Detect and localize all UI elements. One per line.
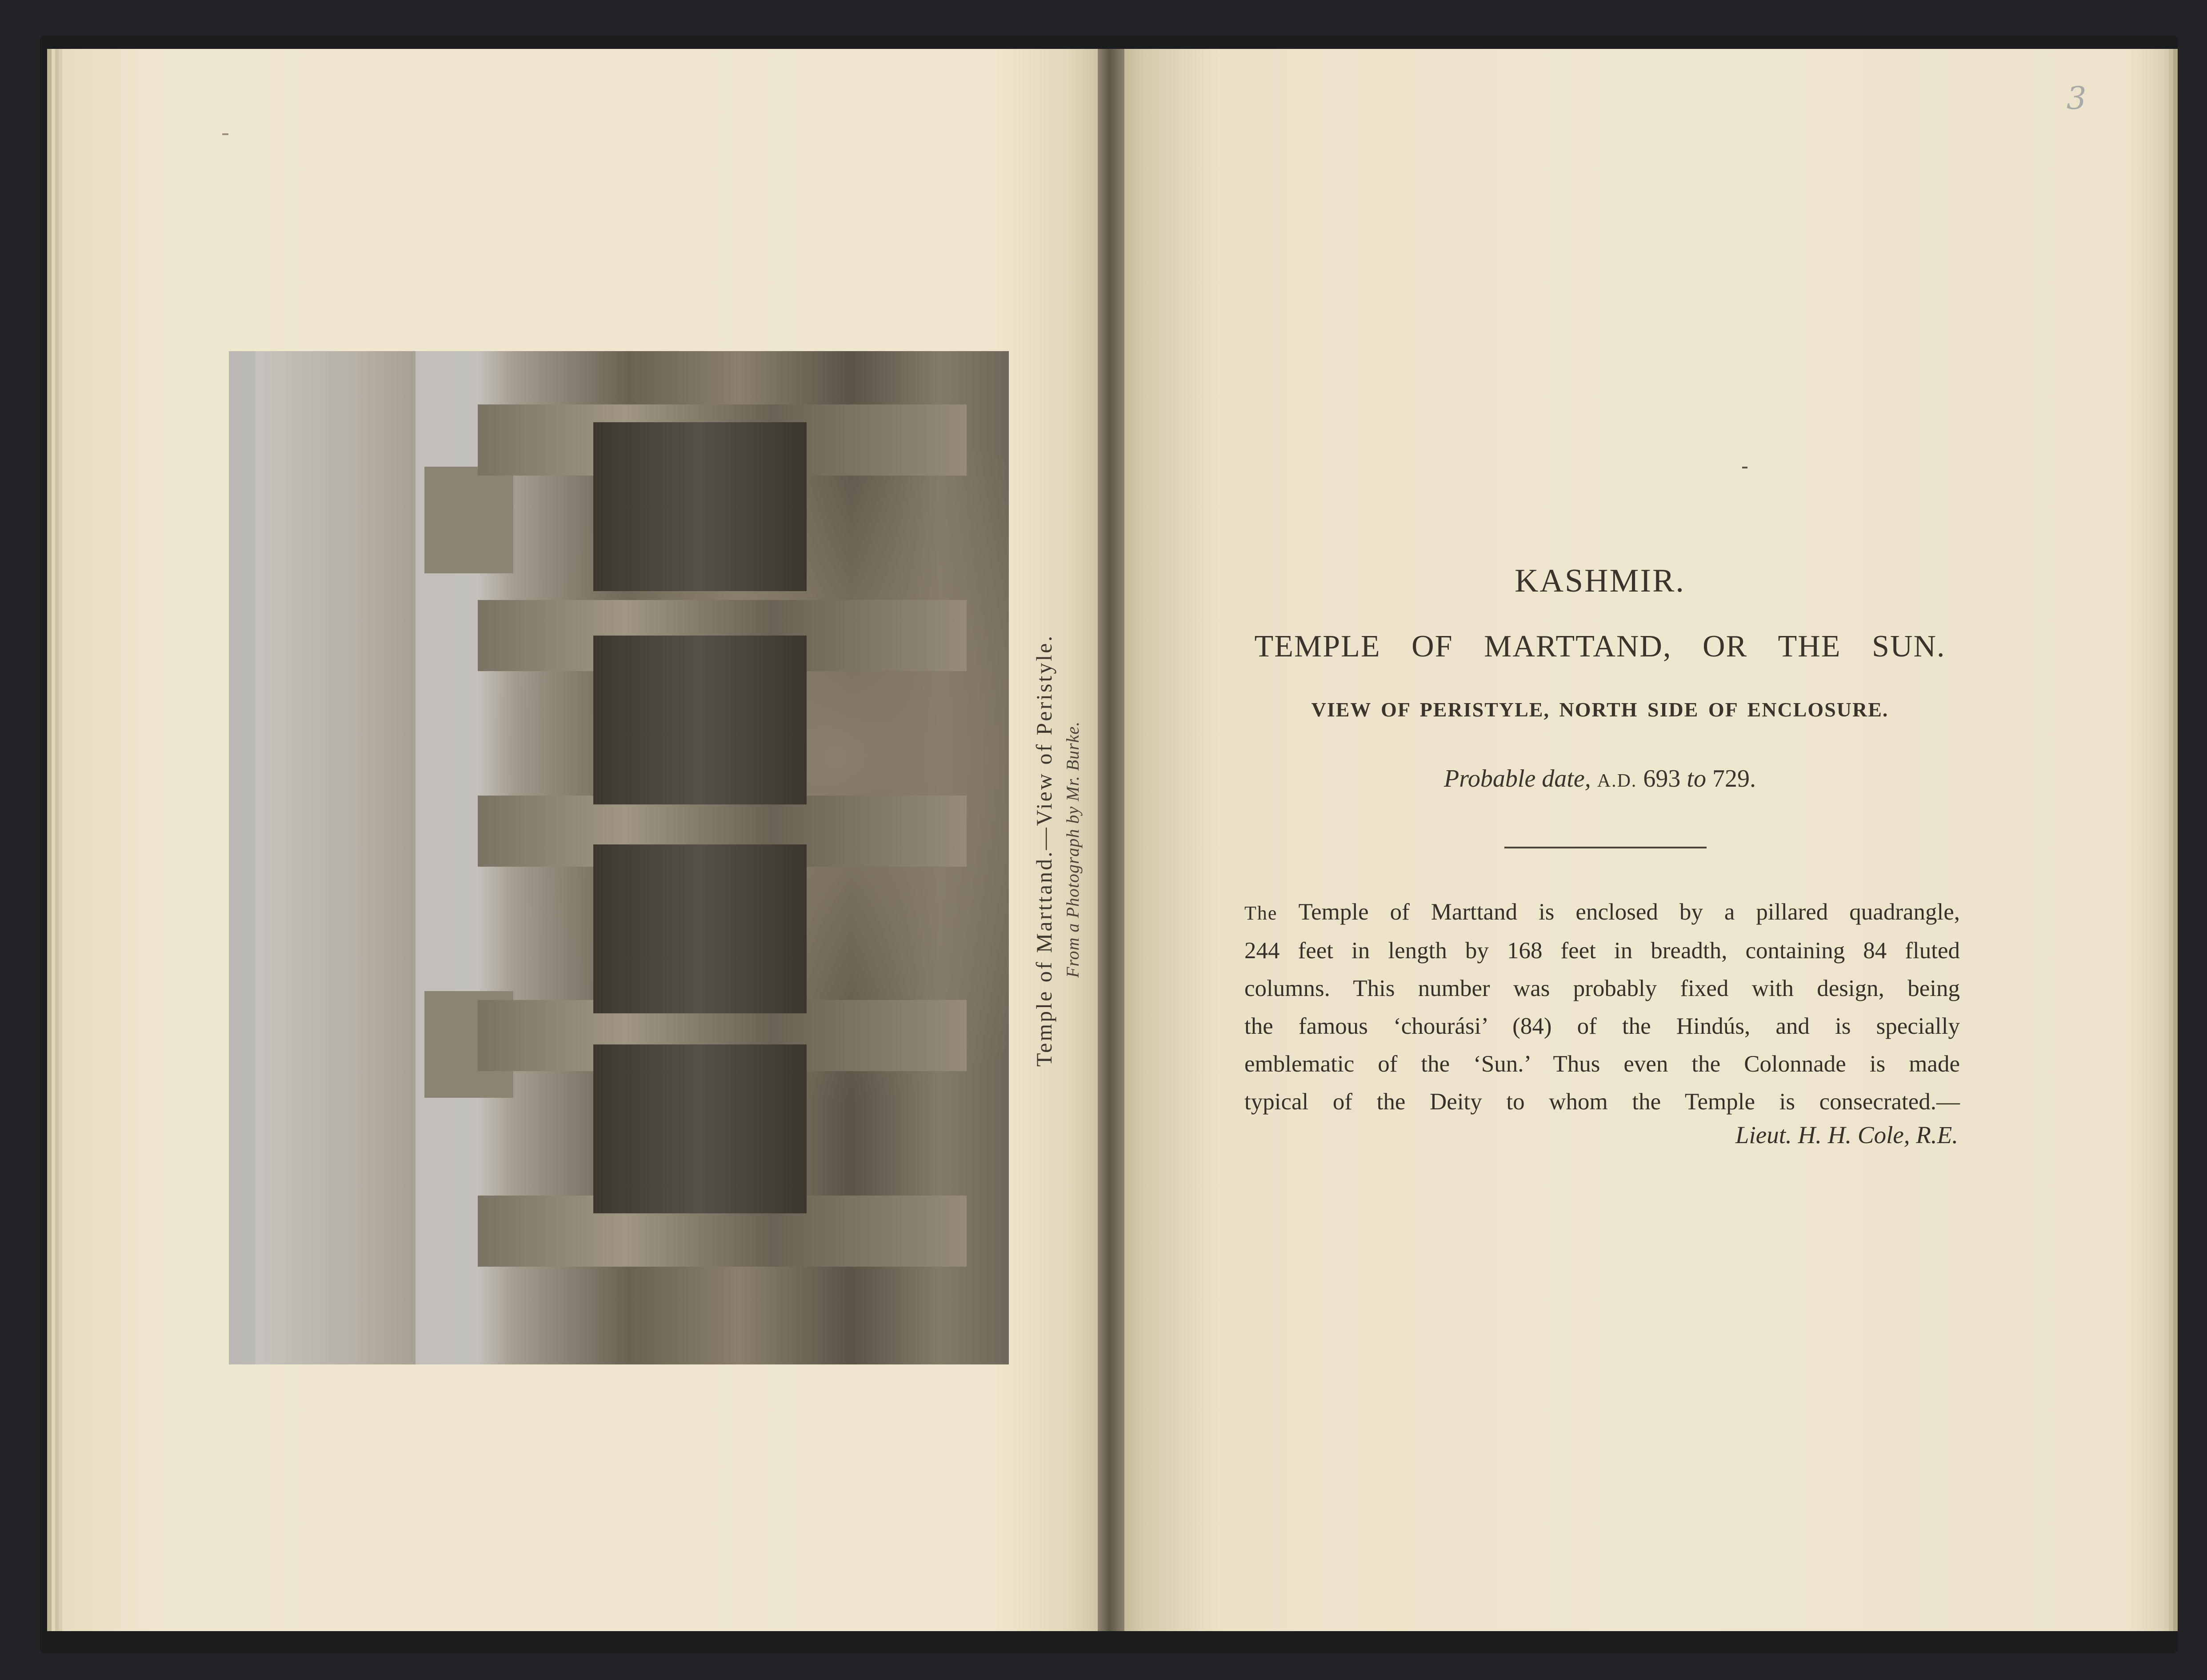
date-era: A.D. <box>1597 771 1637 791</box>
body-line: typical of the Deity to whom the Temple is consecrated.— <box>1244 1089 1960 1115</box>
drop-word: The <box>1244 902 1278 924</box>
body-line: the famous ‘chourási’ (84) of the Hindús, and is specially <box>1244 1013 1960 1039</box>
page-title: KASHMIR. <box>1515 563 1685 599</box>
body-line: columns. This number was probably fixed with design, being <box>1244 976 1960 1001</box>
photo-hillside <box>256 351 416 1364</box>
page-mark <box>222 133 228 135</box>
photo-column-capital <box>424 467 513 573</box>
photo-niche <box>593 844 807 1013</box>
author-signature: Lieut. H. H. Cole, R.E. <box>1735 1121 1958 1148</box>
body-line: 244 feet in length by 168 feet in breadth, containing 84 fluted <box>1244 938 1960 964</box>
photo-niche <box>593 636 807 804</box>
right-page <box>1107 49 2164 1631</box>
photo-niche <box>593 1044 807 1213</box>
book-gutter <box>1098 49 1124 1631</box>
date-start: 693 <box>1643 765 1681 792</box>
plate-credit: From a Photograph by Mr. Burke. <box>1063 721 1083 978</box>
probable-date <box>1244 764 1955 793</box>
body-line: emblematic of the ‘Sun.’ Thus even the Colonnade is made <box>1244 1051 1960 1077</box>
divider-rule <box>1504 847 1707 848</box>
page-subtitle: TEMPLE OF MARTTAND, OR THE SUN. <box>1254 629 1946 664</box>
body-line: The Temple of Marttand is enclosed by a pillared quadrangle, <box>1244 899 1960 925</box>
plate-caption: Temple of Marttand.—View of Peristyle. <box>1032 634 1056 1067</box>
body-paragraph <box>1244 893 1960 1121</box>
plate-photograph <box>229 351 1009 1364</box>
folio-number: 3 <box>2067 80 2087 116</box>
date-end: 729. <box>1712 765 1756 792</box>
photo-niche <box>593 422 807 591</box>
date-connector: to <box>1687 765 1706 792</box>
date-label: Probable date, <box>1444 765 1591 792</box>
page-mark <box>1742 467 1747 468</box>
section-heading: VIEW OF PERISTYLE, NORTH SIDE OF ENCLOSURE. <box>1311 698 1889 721</box>
